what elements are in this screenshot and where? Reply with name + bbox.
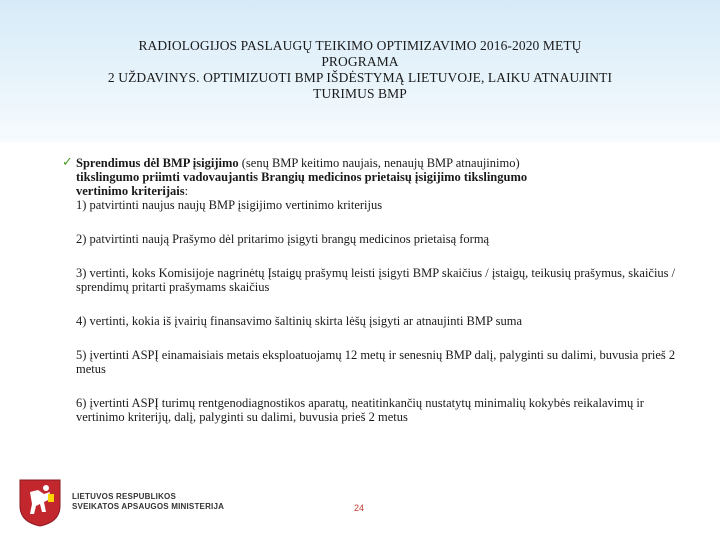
logo-line-2: SVEIKATOS APSAUGOS MINISTERIJA — [72, 502, 225, 511]
list-item: 6) įvertinti ASPĮ turimų rentgenodiagnostikos aparatų, neatitinkančių nustatytų minimalių kokybės reikalavimų ir vertinimo kriterijų, dalį, palyginti su dalimi, buvusia prieš 2 metus — [76, 396, 644, 424]
title-line-2: PROGRAMA — [321, 54, 399, 69]
coat-of-arms-logo-icon — [18, 478, 62, 528]
ministry-logo-text — [72, 492, 224, 512]
title-line-3 — [0, 70, 720, 86]
logo-line-1: LIETUVOS RESPUBLIKOS — [72, 492, 177, 501]
title-task-text: . OPTIMIZUOTI BMP IŠDĖSTYMĄ LIETUVOJE, LAIKU ATNAUJINTI — [196, 70, 613, 85]
list-item: 1) patvirtinti naujus naujų BMP įsigijimo vertinimo kriterijus — [76, 198, 383, 212]
bullet-normal-text: (senų BMP keitimo naujais, nenaujų BMP atnaujinimo) — [238, 156, 520, 170]
list-item: 3) vertinti, koks Komisijoje nagrinėtų Įstaigų prašymų leisti įsigyti BMP skaičius / įstaigų, teikusių prašymus, skaičius / sprendimų pritarti prašymams skaičius — [76, 266, 676, 294]
bullet-paragraph — [62, 155, 676, 198]
page-number: 24 — [354, 503, 365, 513]
bullet-line-3-end: : — [184, 184, 189, 198]
title-line-4: TURIMUS BMP — [313, 86, 407, 101]
slide-title — [0, 38, 720, 102]
list-item: 4) vertinti, kokia iš įvairių finansavimo šaltinių skirta lėšų įsigyti ar atnaujinti BMP suma — [76, 314, 523, 328]
list-item: 5) įvertinti ASPĮ einamaisiais metais eksploatuojamų 12 metų ir senesnių BMP dalį, palyginti su dalimi, buvusia prieš 2 metus — [76, 348, 676, 376]
title-line-1: RADIOLOGIJOS PASLAUGŲ TEIKIMO OPTIMIZAVIMO 2016-2020 METŲ — [138, 38, 582, 53]
bullet-bold-text: Sprendimus dėl BMP įsigijimo — [76, 156, 239, 170]
bullet-line-2: tikslingumo priimti vadovaujantis Brangių medicinos prietaisų įsigijimo tikslingumo — [76, 170, 528, 184]
title-task-label: 2 UŽDAVINYS — [107, 70, 197, 85]
bullet-line-3: vertinimo kriterijais — [76, 184, 185, 198]
list-item: 2) patvirtinti naują Prašymo dėl pritarimo įsigyti brangų medicinos prietaisą formą — [76, 232, 490, 246]
slide-content — [62, 155, 676, 424]
checkmark-icon: ✓ — [62, 155, 73, 170]
